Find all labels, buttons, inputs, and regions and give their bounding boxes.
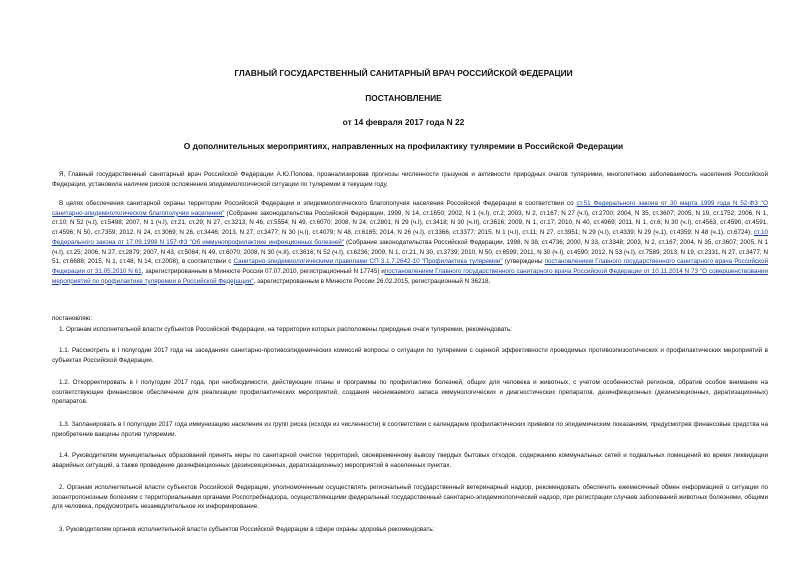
date-and-number: от 14 февраля 2017 года N 22 (342, 117, 465, 127)
legal-basis-paragraph (52, 199, 768, 286)
basis-text-3: (Собрание законодательства Российской Федерации, 1998, N 38, ст.4736; 2000, N 33, ст.3348; 2003, N 2, ст.167; 2004, N 35, ст.3607; 2005, N 1 (ч.I), ст.25; 2006, N 27, ст.2879; 2007, N 43, ст.5084; N 49, ст.6070; 2008, N 30 (ч.II), ст.3616; N 52 (ч.I), ст.6236; 2009, N 1, ст.21, N 30, ст.3739; 2010, N 50, ст.6599; 2011, N 30 (ч.I), ст.4590; 2012, N 53 (ч.I), ст.7589; 2013, N 19, ст.2331, N 27, ст.3477; N 51, ст.6688; 2015, N 1, ст.48, N 14, ст.2008), в соответствии с (52, 238, 768, 266)
basis-text-5: , зарегистрированным в Минюсте России 07.07.2010, регистрационный N 17745) и (141, 267, 385, 275)
clause-1-1: 1.1. Рассмотреть в I полугодии 2017 года на заседаниях санитарно-противоэпидемических комиссий вопросы о ситуации по туляремии с оценкой эффективности проводимых противоэпизоотических и профилактических мероприятий в субъектах Российской Федерации. (52, 347, 768, 364)
law-52fz-link[interactable]: ст.51 Федерального закона от 30 марта 1999 года N 52-ФЗ "О санитарно-эпидемиологическом благополучии населения" (52, 200, 768, 217)
resolution-61-link[interactable]: постановлением Главного государственного санитарного врача Российской Федерации от 31.05.2010 N 61 (52, 258, 768, 275)
decree-word: постановляю: (52, 315, 93, 322)
clause-1-4: 1.4. Руководителям муниципальных образований принять меры по санитарной очистке территорий, своевременному вывозу твердых бытовых отходов, содержанию коммунальных сетей и подвальных помещений во время ликвидации аварийных ситуаций, а также проведение дезинфекционных (дезинсекционных, дератизационных) мероприятий в населенных пунктах. (52, 452, 768, 469)
clause-1-2: 1.2. Откорректировать в I полугодии 2017 года, при необходимости, действующие планы и программы по профилактике болезней, общих для человека и животных, с учетом особенностей регионов, обратив особое внимание на соответствующее финансовое обеспечение для реализации профилактических мероприятий, создания неснижаемого запаса иммунологических и диагностических препаратов, дезинфекционных (дезинсекционных, дератизационных) препаратов. (52, 379, 768, 406)
resolution-73-link[interactable]: постановлением Главного государственного санитарного врача Российской Федерации от 10.11.2014 N 73 "О совершенствовании мероприятий по профилактике туляремии в Российской Федерации" (52, 267, 768, 285)
intro-paragraph: Я, Главный государственный санитарный врач Российской Федерации А.Ю.Попова, проанализировав прогнозы численности грызунов и активности природных очагов туляремии, многолетнюю заболеваемость населения Российской Федерации, установила наличие рисков осложнения эпидемиологической ситуации по туляремии в текущем году. (52, 171, 768, 188)
clause-2: 2. Органам исполнительной власти субъектов Российской Федерации, уполномоченным осуществлять региональный государственный ветеринарный надзор, рекомендовать обеспечить ежемесячный обмен информацией о ситуации по зооантропонозным болезням с территориальными органами Роспотребнадзора, осуществляющими федеральный государственный санитарно-эпидемиологический надзор, при регистрации случаев заболеваний животных болезнями, общими для человека, предусмотреть незамедлительное их информирование. (52, 484, 768, 511)
basis-text-4: (утверждены (502, 258, 545, 266)
basis-text-2: (Собрание законодательства Российской Федерации, 1999, N 14, ст.1650; 2002, N 1 (ч.I), ст.2; 2003, N 2, ст.167; N 27 (ч.I), ст.2700; 2004, N 35, ст.3607; 2005, N 19, ст.1752; 2006, N 1, ст.10; N 52 (ч.I), ст.5498; 2007, N 1 (ч.I), ст.21, ст.29; N 27, ст.3213; N 46, ст.5554; N 49, ст.6070; 2008, N 24, ст.2801; N 29 (ч.I), ст.3418; N 30 (ч.II), ст.3616; 2009, N 1, ст.17; 2010, N 40, ст.4969; 2011, N 1, ст.6; N 30 (ч.I), ст.4563, ст.4590, ст.4591, ст.4596; N 50, ст.7359; 2012, N 24, ст.3069; N 26, ст.3446; 2013, N 27, ст.3477; N 30 (ч.I), ст.4079; N 48, ст.6165; 2014, N 26 (ч.I), ст.3366, ст.3377; 2015, N 1 (ч.I), ст.11; N 27, ст.3951; N 29 (ч.I), ст.4339; N 29 (ч.1), ст.4359; N 48 (ч.1), ст.6724); (52, 209, 768, 237)
basis-text-1: В целях обеспечения санитарной охраны территории Российской Федерации и эпидемиологического благополучия населения Российской Федерации в соответствии со (59, 200, 577, 207)
basis-text-6: , зарегистрированным в Минюсте России 26.02.2015, регистрационный N 36218, (253, 277, 491, 285)
issuing-authority: ГЛАВНЫЙ ГОСУДАРСТВЕННЫЙ САНИТАРНЫЙ ВРАЧ РОССИЙСКОЙ ФЕДЕРАЦИИ (234, 68, 573, 78)
clause-3: 3. Руководителям органов исполнительной власти субъектов Российской Федерации в сфере охраны здоровья рекомендовать: (59, 526, 435, 533)
sanitary-rules-link[interactable]: Санитарно-эпидемиологическими правилами СП 3.1.7.2642-10 "Профилактика туляремии" (233, 258, 503, 266)
document-title: О дополнительных мероприятиях, направленных на профилактику туляремии в Российской Федерации (183, 141, 624, 151)
law-157fz-link[interactable]: ст.10 Федерального закона от 17.09.1998 N 157-ФЗ "Об иммунопрофилактике инфекционных болезней" (52, 229, 768, 246)
clause-1-3: 1.3. Запланировать в I полугодии 2017 года иммунизацию населения из групп риска (исходя из численности) в соответствии с календарем профилактических прививок по эпидемическим показаниям, предусмотрев финансовые средства на приобретение вакцины против туляремии. (52, 421, 768, 438)
document-type: ПОСТАНОВЛЕНИЕ (365, 93, 442, 103)
clause-1: 1. Органам исполнительной власти субъектов Российской Федерации, на территории которых расположены природные очаги туляремии, рекомендовать: (59, 326, 513, 333)
